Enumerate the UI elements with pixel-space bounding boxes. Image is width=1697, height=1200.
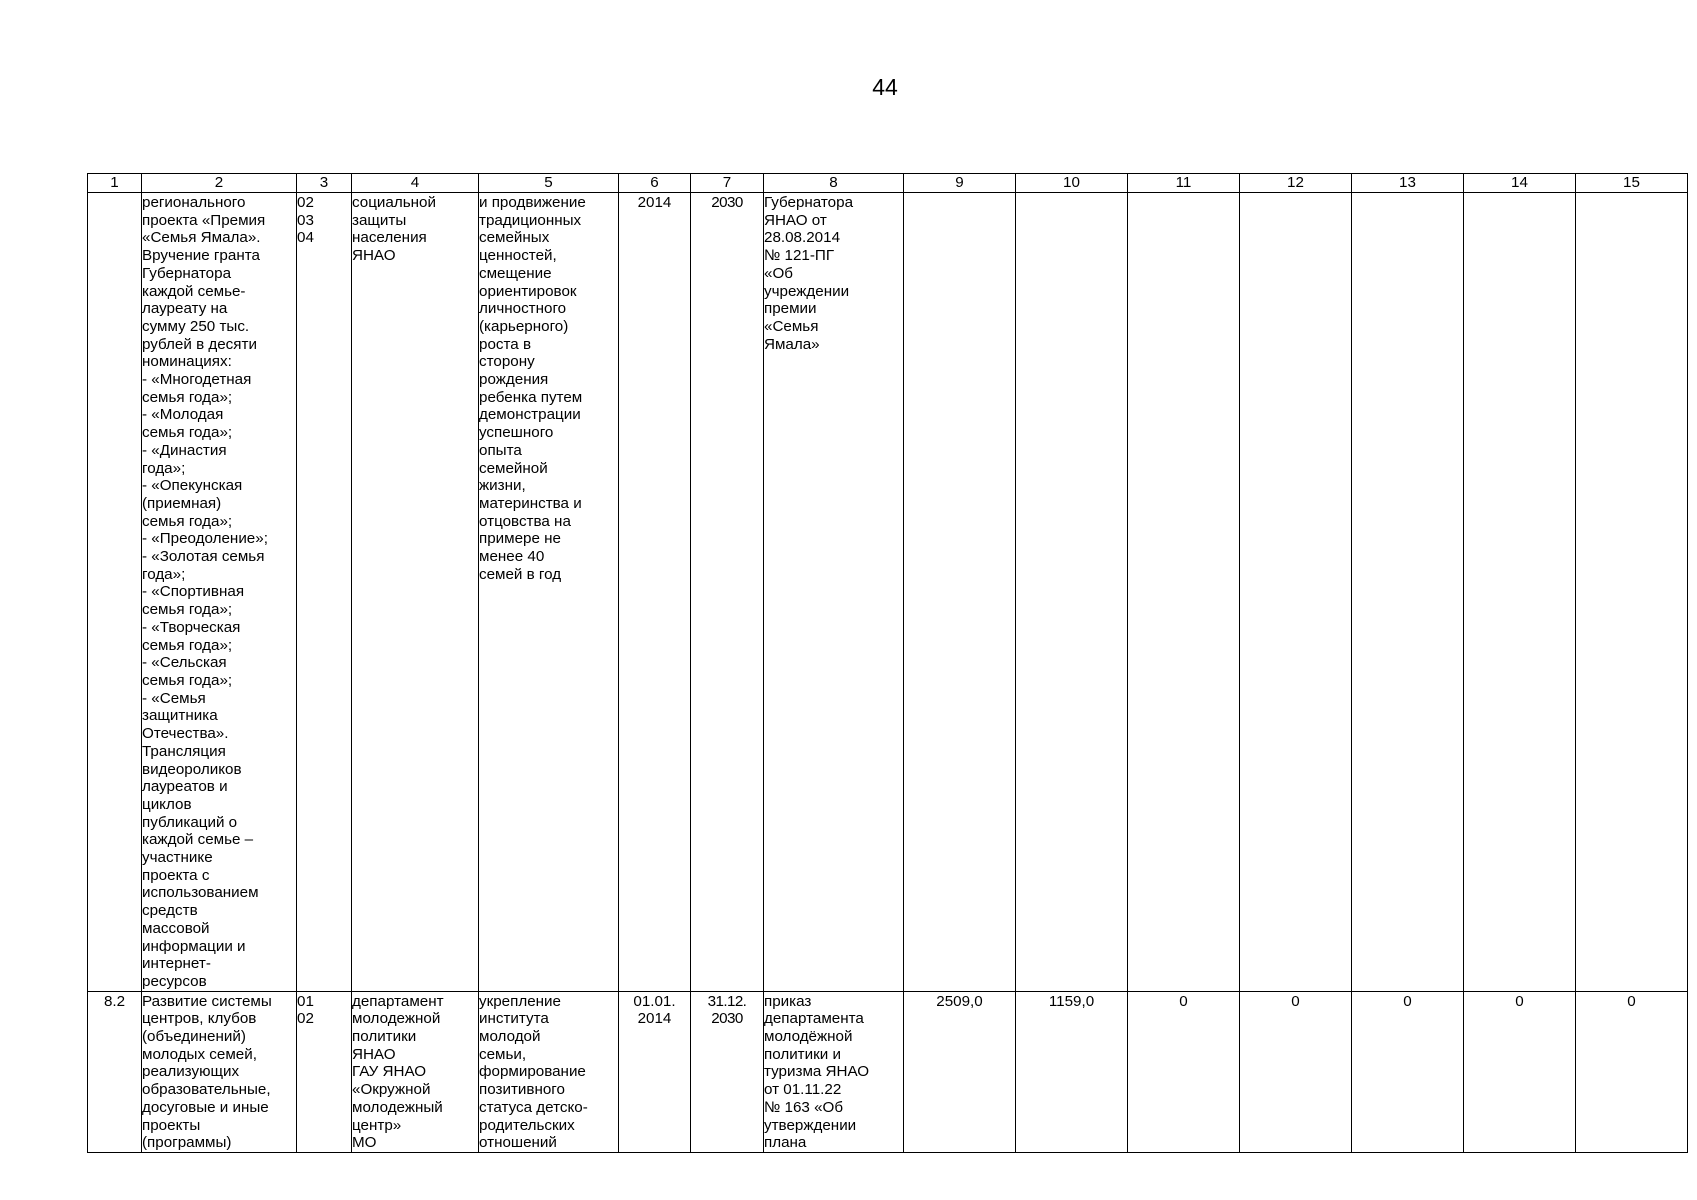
amount-cell (1016, 193, 1128, 992)
task-code-cell: 01 02 (297, 991, 352, 1152)
legal-basis-cell: Губернатора ЯНАО от 28.08.2014 № 121-ПГ «Об учреждении премии «Семья Ямала» (764, 193, 904, 992)
column-header: 1 (88, 174, 142, 193)
amount-cell: 0 (1576, 991, 1688, 1152)
amount-cell: 0 (1352, 991, 1464, 1152)
amount-cell (1464, 193, 1576, 992)
column-header: 3 (297, 174, 352, 193)
column-header: 11 (1128, 174, 1240, 193)
amount-cell: 1159,0 (1016, 991, 1128, 1152)
amount-cell: 0 (1240, 991, 1352, 1152)
column-header: 5 (479, 174, 619, 193)
program-table (87, 173, 1688, 1153)
column-header: 6 (619, 174, 691, 193)
executor-cell: департамент молодежной политики ЯНАО ГАУ ЯНАО «Окружной молодежный центр» МО (352, 991, 479, 1152)
column-header: 12 (1240, 174, 1352, 193)
column-header: 10 (1016, 174, 1128, 193)
expected-result-cell: и продвижение традиционных семейных ценностей, смещение ориентировок личностного (карьерного) роста в сторону рождения ребенка путем демонстрации успешного опыта семейной жизни, материнства и отцовства на примере не менее 40 семей в год (479, 193, 619, 992)
table-row (88, 193, 1688, 992)
column-header: 13 (1352, 174, 1464, 193)
end-date-cell: 31.12. 2030 (691, 991, 764, 1152)
column-header: 14 (1464, 174, 1576, 193)
event-name-cell: регионального проекта «Премия «Семья Ямала». Вручение гранта Губернатора каждой семье- лауреату на сумму 250 тыс. рублей в десяти номинациях: - «Многодетная семья года»; - «Молодая семья года»; - «Династия года»; - «Опекунская (приемная) семья года»; - «Преодоление»; - «Золотая семья года»; - «Спортивная семья года»; - «Творческая семья года»; - «Сельская семья года»; - «Семья защитника Отечества». Трансляция видеороликов лауреатов и циклов публикаций о каждой семье – участнике проекта с использованием средств массовой информации и интернет- ресурсов (142, 193, 297, 992)
expected-result-cell: укрепление института молодой семьи, формирование позитивного статуса детско- родительских отношений (479, 991, 619, 1152)
executor-cell: социальной защиты населения ЯНАО (352, 193, 479, 992)
amount-cell (1576, 193, 1688, 992)
amount-cell (904, 193, 1016, 992)
start-date-cell: 2014 (619, 193, 691, 992)
table-row (88, 991, 1688, 1152)
column-header: 9 (904, 174, 1016, 193)
row-number-cell: 8.2 (88, 991, 142, 1152)
amount-cell (1128, 193, 1240, 992)
event-name-cell: Развитие системы центров, клубов (объединений) молодых семей, реализующих образовательные, досуговые и иные проекты (программы) (142, 991, 297, 1152)
amount-cell (1240, 193, 1352, 992)
end-date-cell: 2030 (691, 193, 764, 992)
legal-basis-cell: приказ департамента молодёжной политики и туризма ЯНАО от 01.11.22 № 163 «Об утверждении плана (764, 991, 904, 1152)
amount-cell (1352, 193, 1464, 992)
column-header: 4 (352, 174, 479, 193)
amount-cell: 2509,0 (904, 991, 1016, 1152)
column-header: 15 (1576, 174, 1688, 193)
task-code-cell: 02 03 04 (297, 193, 352, 992)
amount-cell: 0 (1128, 991, 1240, 1152)
header-row (88, 174, 1688, 193)
start-date-cell: 01.01. 2014 (619, 991, 691, 1152)
column-header: 8 (764, 174, 904, 193)
row-number-cell (88, 193, 142, 992)
column-header: 7 (691, 174, 764, 193)
amount-cell: 0 (1464, 991, 1576, 1152)
page-number: 44 (872, 74, 898, 100)
column-header: 2 (142, 174, 297, 193)
